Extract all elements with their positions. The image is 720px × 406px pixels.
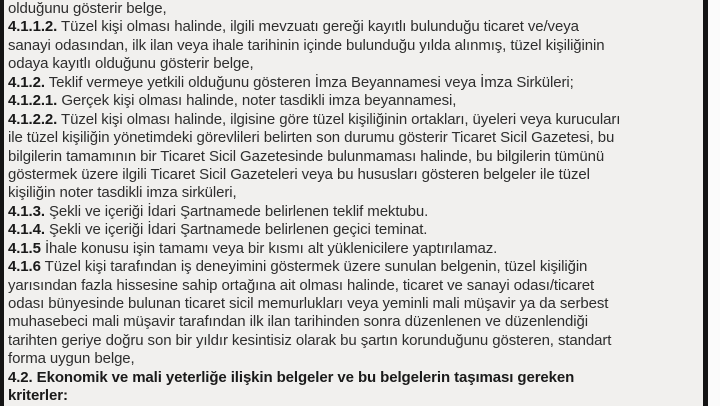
- document-line: [8, 148, 699, 166]
- document-line: [8, 37, 699, 55]
- document-line: [8, 369, 699, 387]
- clause-text: Tüzel kişi olması halinde, ilgisine göre tüzel kişiliğinin ortakları, üyeleri veya kurucuları: [57, 110, 621, 128]
- document-line: [8, 277, 699, 295]
- clause-text: göstermek üzere ilgili Ticaret Sicil Gazeteleri veya bu hususları gösteren belgeler ile tüzel: [8, 165, 590, 183]
- clause-text: Şekli ve içeriği İdari Şartnamede belirlenen geçici teminat.: [44, 221, 428, 239]
- document-line: [8, 18, 699, 36]
- document-line: [8, 240, 699, 258]
- clause-number: 4.1.2.: [8, 73, 45, 91]
- clause-number: 4.1.2.2.: [8, 110, 58, 128]
- clause-text: bilgilerin tamamının bir Ticaret Sicil Gazetesinde bulunmaması halinde, bu bilgilerin tümünü: [8, 147, 605, 165]
- clause-number: 4.1.5: [8, 239, 41, 257]
- clause-text: odaya kayıtlı olduğunu gösterir belge,: [8, 55, 254, 73]
- clause-text: Gerçek kişi olması halinde, noter tasdikli imza beyannamesi,: [57, 92, 457, 110]
- clause-number: 4.2. Ekonomik ve mali yeterliğe ilişkin belgeler ve bu belgelerin taşıması gereken: [8, 368, 575, 386]
- document-line: [8, 221, 699, 239]
- clause-number: 4.1.6: [8, 258, 41, 276]
- document-line: [8, 74, 699, 92]
- clause-text: Tüzel kişi tarafından iş deneyimini göstermek üzere sunulan belgenin, tüzel kişiliğin: [40, 258, 588, 276]
- clause-number: 4.1.2.1.: [8, 92, 58, 110]
- document-text-block: [4, 0, 703, 406]
- clause-text: ile tüzel kişiliğin yönetimdeki görevlileri belirten son durumu gösterir Ticaret Sicil Gazetesi, bu: [8, 129, 615, 147]
- clause-text: sanayi odasından, ilk ilan veya ihale tarihinin içinde bulunduğu yılda alınmış, tüzel kişiliğinin: [8, 36, 605, 54]
- clause-text: kişiliğin noter tasdikli imza sirküleri,: [8, 184, 237, 202]
- clause-text: yarısından fazla hissesine sahip ortağına ait olması halinde, ticaret ve sanayi odası/ticaret: [8, 276, 595, 294]
- document-line: [8, 203, 699, 221]
- document-line: [8, 313, 699, 331]
- clause-text: odası bünyesinde bulunan ticaret sicil memurlukları veya yeminli mali müşavir ya da serbest: [8, 295, 609, 312]
- clause-text: forma uygun belge,: [8, 350, 135, 368]
- document-line: [8, 350, 699, 368]
- document-line: [8, 0, 699, 18]
- clause-number: 4.1.1.2.: [8, 18, 58, 36]
- document-line: [8, 55, 699, 73]
- document-line: [8, 129, 699, 147]
- document-line: [8, 258, 699, 276]
- document-line: [8, 387, 699, 405]
- clause-text: Teklif vermeye yetkili olduğunu gösteren İmza Beyannamesi veya İmza Sirküleri;: [44, 73, 574, 91]
- clause-number: 4.1.3.: [8, 202, 45, 220]
- clause-text: olduğunu gösterir belge,: [8, 0, 167, 17]
- document-line: [8, 332, 699, 350]
- document-line: [8, 295, 699, 313]
- clause-number: kriterler:: [8, 387, 68, 405]
- document-line: [8, 111, 699, 129]
- document-line: [8, 184, 699, 202]
- clause-text: tarihten geriye doğru son bir yıldır kesintisiz olarak bu şartın korunduğunu gösteren, standart: [8, 331, 612, 349]
- clause-text: İhale konusu işin tamamı veya bir kısmı alt yüklenicilere yaptırılamaz.: [40, 239, 498, 257]
- clause-number: 4.1.4.: [8, 221, 45, 239]
- clause-text: Tüzel kişi olması halinde, ilgili mevzuatı gereği kayıtlı bulunduğu ticaret ve/veya: [57, 18, 579, 36]
- clause-text: muhasebeci mali müşavir tarafından ilk ilan tarihinden sonra düzenlenen ve düzenlendiği: [8, 313, 588, 331]
- document-line: [8, 92, 699, 110]
- clause-text: Şekli ve içeriği İdari Şartnamede belirlenen teklif mektubu.: [44, 202, 429, 220]
- document-line: [8, 166, 699, 184]
